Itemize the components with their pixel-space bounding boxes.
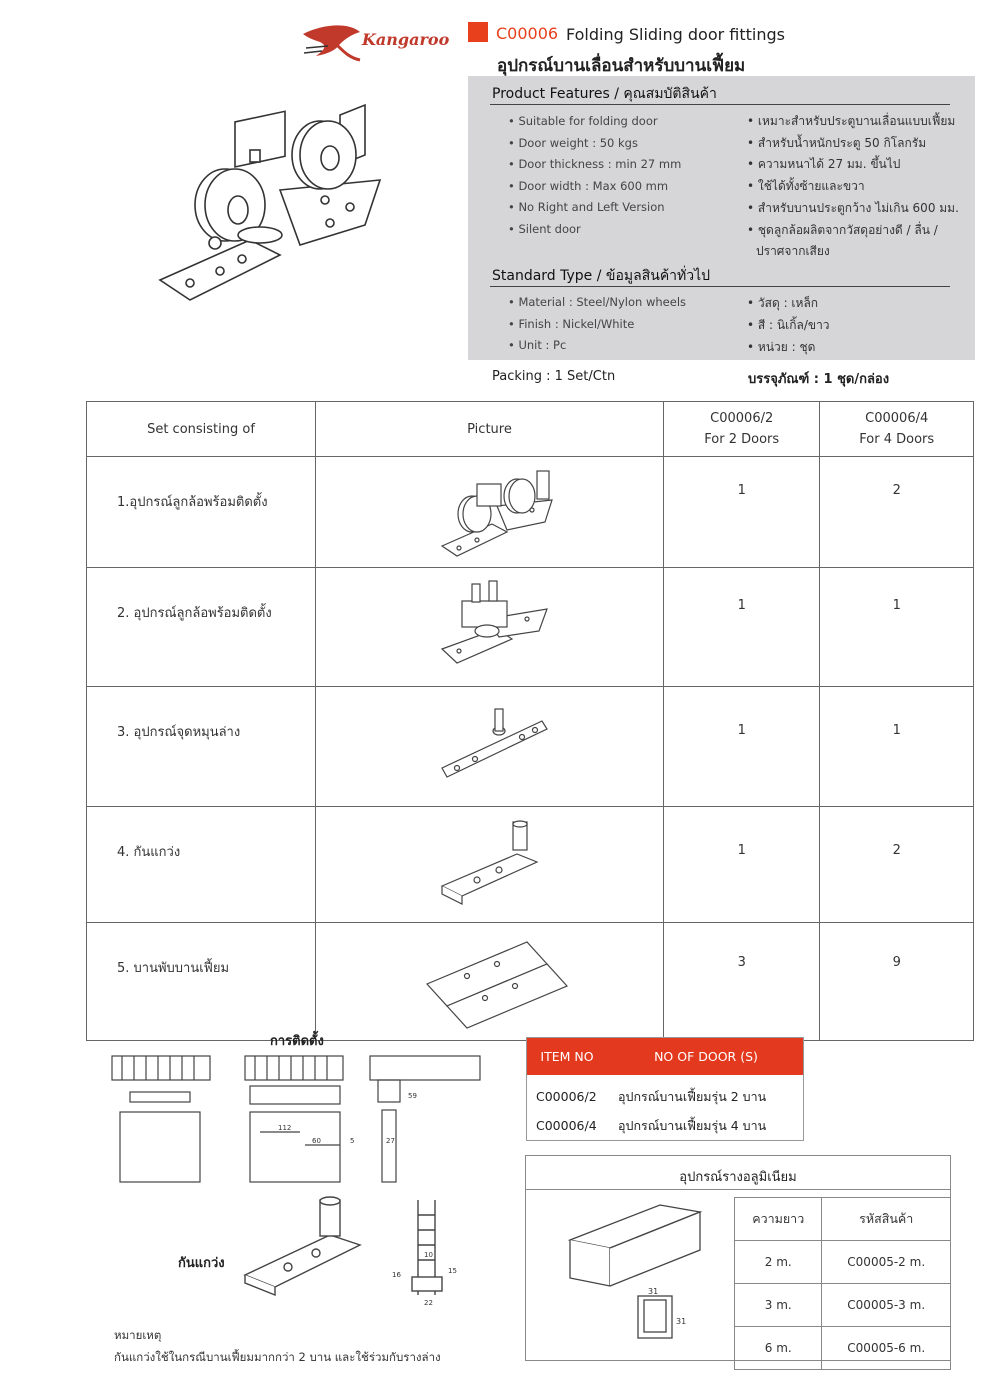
- col-picture: Picture: [315, 402, 663, 457]
- qty-2doors: 1: [663, 687, 819, 807]
- qty-4doors: 9: [820, 923, 974, 1041]
- row-picture: [315, 687, 663, 807]
- feature-en: • Door width : Max 600 mm: [508, 179, 669, 193]
- row-label: 3. อุปกรณ์จุดหมุนล่าง: [87, 687, 316, 807]
- qty-4doors: 1: [820, 568, 974, 687]
- feature-th: • สำหรับบานประตูกว้าง ไม่เกิน 600 มม.: [747, 201, 959, 215]
- table-row: [735, 1284, 951, 1327]
- dim-label: 10: [424, 1251, 433, 1259]
- standard-en: • Material : Steel/Nylon wheels: [508, 295, 687, 309]
- feature-en: • Door thickness : min 27 mm: [508, 157, 682, 171]
- col-4doors: C00006/4 For 4 Doors: [820, 402, 974, 457]
- note-text: กันแกว่งใช้ในกรณีบานเฟี้ยมมากกว่า 2 บาน และใช้ร่วมกับรางล่าง: [114, 1350, 441, 1364]
- feature-th: • สำหรับน้ำหนักประตู 50 กิโลกรัม: [747, 136, 927, 150]
- rail-divider: [525, 1189, 951, 1190]
- dim-label: 22: [424, 1299, 433, 1307]
- rail-title: อุปกรณ์รางอลูมิเนียม: [679, 1170, 797, 1185]
- dim-label: 31: [676, 1317, 687, 1326]
- carriage-illustration: [150, 95, 390, 315]
- col-set: Set consisting of: [87, 402, 316, 457]
- item-desc: อุปกรณ์บานเฟี้ยมรุ่น 4 บาน: [618, 1117, 767, 1133]
- product-code: C00006: [496, 24, 559, 43]
- rail-length: 2 m.: [735, 1241, 822, 1284]
- table-row: [87, 923, 974, 1041]
- standard-th: • วัสดุ : เหล็ก: [747, 296, 819, 310]
- features-divider: [490, 104, 950, 105]
- rail-header-row: [735, 1198, 951, 1241]
- qty-2doors: 3: [663, 923, 819, 1041]
- product-title-th: อุปกรณ์บานเลื่อนสำหรับบานเฟี้ยม: [497, 56, 746, 76]
- row-picture: [315, 568, 663, 687]
- length-header: ความยาว: [735, 1198, 822, 1241]
- dim-label: 31: [648, 1287, 659, 1296]
- standard-divider: [490, 286, 950, 287]
- standard-heading: Standard Type / ข้อมูลสินค้าทั่วไป: [492, 268, 711, 284]
- standard-th: • หน่วย : ชุด: [747, 340, 816, 354]
- table-row: [735, 1327, 951, 1370]
- bottom-pivot-icon: [317, 688, 662, 801]
- standard-th: • สี : นิเกิ้ล/ขาว: [747, 318, 830, 332]
- product-title-en: Folding Sliding door fittings: [566, 25, 785, 44]
- table-row: [87, 807, 974, 923]
- stopper-icon: [317, 808, 662, 917]
- stopper-diagram: [240, 1195, 470, 1310]
- hinge-icon: [317, 924, 662, 1035]
- rail-length: 3 m.: [735, 1284, 822, 1327]
- dim-label: 27: [386, 1137, 395, 1145]
- item-table-frame: [526, 1037, 804, 1141]
- no-of-door-header: NO OF DOOR (S): [608, 1037, 804, 1075]
- table-row: [735, 1241, 951, 1284]
- rail-illustration: [560, 1200, 720, 1350]
- dim-label: 15: [448, 1267, 457, 1275]
- standard-en: • Finish : Nickel/White: [508, 317, 635, 331]
- dim-label: 112: [278, 1124, 292, 1132]
- features-heading: Product Features / คุณสมบัติสินค้า: [492, 86, 717, 102]
- installation-title: การติดตั้ง: [270, 1034, 324, 1049]
- rail-code: C00005-3 m.: [822, 1284, 951, 1327]
- brand-name: Kangaroo: [362, 30, 450, 49]
- code-marker: [468, 22, 488, 42]
- feature-th: • เหมาะสำหรับประตูบานเลื่อนแบบเฟี้ยม: [747, 114, 956, 128]
- feature-en: • Suitable for folding door: [508, 114, 658, 128]
- item-no-header: ITEM NO: [526, 1037, 608, 1075]
- rail-length: 6 m.: [735, 1327, 822, 1370]
- feature-th: • ใช้ได้ทั้งซ้ายและขวา: [747, 179, 865, 193]
- feature-en: • Door weight : 50 kgs: [508, 136, 638, 150]
- feature-en: • Silent door: [508, 222, 581, 236]
- row-label: 1.อุปกรณ์ลูกล้อพร้อมติดตั้ง: [87, 457, 316, 568]
- table-row: [87, 457, 974, 568]
- dim-label: 16: [392, 1271, 401, 1279]
- dim-label: 60: [312, 1137, 321, 1145]
- table-row: [87, 568, 974, 687]
- feature-th: ปราศจากเสียง: [756, 244, 830, 258]
- row-label: 2. อุปกรณ์ลูกล้อพร้อมติดตั้ง: [87, 568, 316, 687]
- qty-2doors: 1: [663, 457, 819, 568]
- qty-2doors: 1: [663, 807, 819, 923]
- row-picture: [315, 923, 663, 1041]
- dim-label: 5: [350, 1137, 355, 1145]
- table-header-row: [87, 402, 974, 457]
- qty-4doors: 2: [820, 807, 974, 923]
- installation-diagram: [100, 1050, 490, 1190]
- feature-th: • ชุดลูกล้อผลิตจากวัสดุอย่างดี / ลื่น /: [747, 223, 938, 237]
- table-row: [87, 687, 974, 807]
- pivot-carriage-icon: [317, 569, 662, 681]
- qty-2doors: 1: [663, 568, 819, 687]
- standard-en: • Unit : Pc: [508, 338, 567, 352]
- note-label: หมายเหตุ: [114, 1328, 162, 1342]
- item-no: C00006/2: [536, 1089, 597, 1104]
- set-table: [86, 401, 974, 1041]
- rail-table: [734, 1197, 951, 1370]
- item-no: C00006/4: [536, 1118, 597, 1133]
- stopper-title: กันแกว่ง: [178, 1256, 225, 1271]
- dim-label: 59: [408, 1092, 417, 1100]
- row-picture: [315, 807, 663, 923]
- col-2doors: C00006/2 For 2 Doors: [663, 402, 819, 457]
- rail-code: C00005-6 m.: [822, 1327, 951, 1370]
- rail-code: C00005-2 m.: [822, 1241, 951, 1284]
- feature-en: • No Right and Left Version: [508, 200, 665, 214]
- wheel-carriage-icon: [317, 458, 662, 562]
- item-desc: อุปกรณ์บานเฟี้ยมรุ่น 2 บาน: [618, 1088, 767, 1104]
- qty-4doors: 2: [820, 457, 974, 568]
- row-picture: [315, 457, 663, 568]
- row-label: 4. กันแกว่ง: [87, 807, 316, 923]
- feature-th: • ความหนาได้ 27 มม. ขึ้นไป: [747, 157, 901, 171]
- code-header: รหัสสินค้า: [822, 1198, 951, 1241]
- packing-th: บรรจุภัณฑ์ : 1 ชุด/กล่อง: [748, 372, 890, 387]
- qty-4doors: 1: [820, 687, 974, 807]
- packing-en: Packing : 1 Set/Ctn: [492, 369, 616, 384]
- row-label: 5. บานพับบานเฟี้ยม: [87, 923, 316, 1041]
